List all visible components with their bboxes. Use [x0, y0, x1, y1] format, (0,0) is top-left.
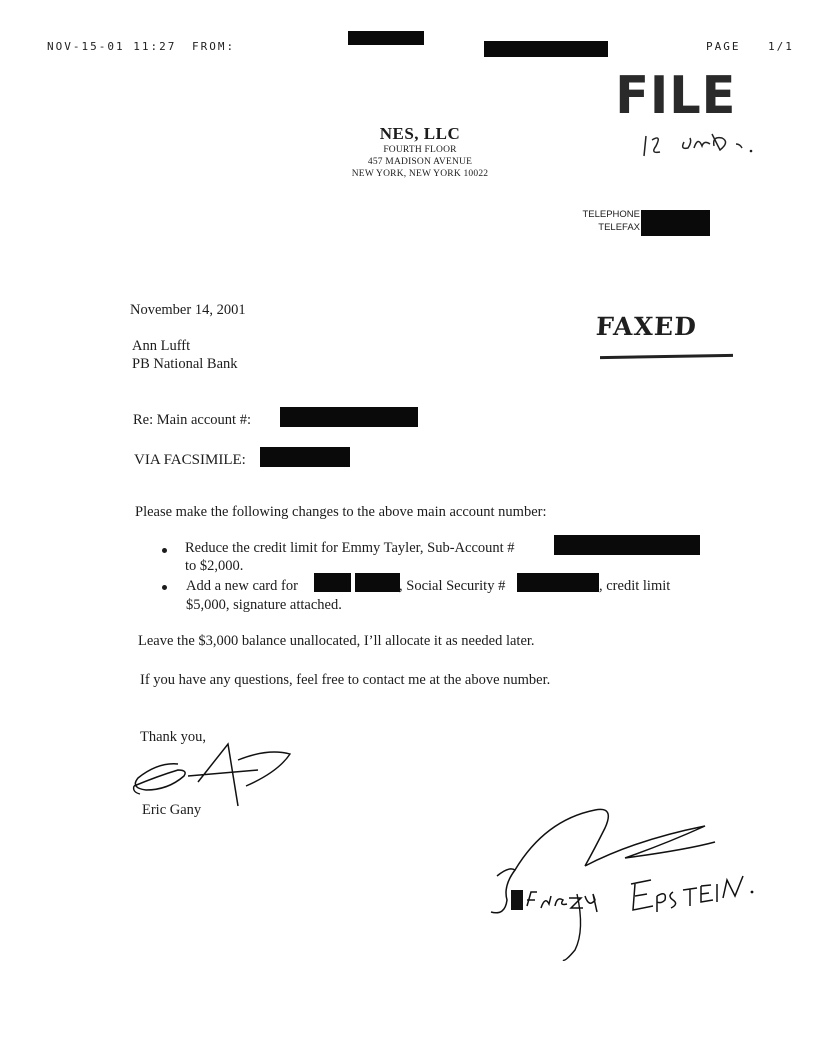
redaction-ssn — [517, 573, 599, 592]
redaction-fax-number — [484, 41, 608, 57]
redaction-phone-numbers — [641, 210, 710, 236]
faxed-stamp-underline — [600, 354, 733, 359]
questions-paragraph: If you have any questions, feel free to contact me at the above number. — [140, 672, 551, 688]
fax-page-label: PAGE — [706, 40, 741, 53]
re-line: Re: Main account #: — [133, 412, 251, 428]
faxed-stamp: FAXED — [595, 312, 698, 341]
fax-page-number: 1/1 — [768, 40, 794, 53]
recipient-name: Ann Lufft — [132, 338, 191, 354]
bullet2-continuation: $5,000, signature attached. — [186, 597, 342, 613]
contact-block — [560, 209, 640, 234]
signer-name: Eric Gany — [142, 802, 202, 818]
bullet-dot-1 — [162, 548, 167, 553]
intro-paragraph: Please make the following changes to the above main account number: — [135, 504, 547, 520]
redaction-sub-account — [554, 535, 700, 555]
fax-datetime: NOV-15-01 11:27 — [47, 40, 177, 53]
letterhead-city: NEW YORK, NEW YORK 10022 — [351, 169, 489, 179]
bullet1-continuation: to $2,000. — [185, 558, 244, 574]
letterhead-street: 457 MADISON AVENUE — [367, 157, 473, 167]
letterhead-floor: FOURTH FLOOR — [383, 145, 457, 155]
redaction-main-account — [280, 407, 418, 427]
letter-date: November 14, 2001 — [130, 302, 246, 318]
via-facsimile-line: VIA FACSIMILE: — [134, 452, 246, 468]
redaction-cardholder-first-name — [314, 573, 351, 592]
redaction-facsimile-number — [260, 447, 350, 467]
fax-from-label: FROM: — [192, 40, 236, 53]
bullet2-text-ssn: , Social Security # — [399, 578, 506, 594]
bullet2-text-start: Add a new card for — [186, 578, 298, 594]
bullet-dot-2 — [162, 585, 167, 590]
telefax-label: TELEFAX — [598, 221, 640, 233]
file-stamp-handwritten-note — [640, 122, 760, 162]
file-stamp: FILE — [615, 66, 737, 126]
recipient-org: PB National Bank — [132, 356, 238, 372]
closing: Thank you, — [140, 729, 207, 745]
telephone-label: TELEPHONE — [582, 209, 640, 220]
balance-paragraph: Leave the $3,000 balance unallocated, I’ll allocate it as needed later. — [138, 633, 535, 649]
redaction-fax-sender — [348, 31, 424, 45]
epstein-signature — [485, 800, 765, 965]
redaction-cardholder-last-name — [355, 573, 400, 592]
bullet2-text-limit: , credit limit — [599, 578, 671, 594]
letterhead — [300, 124, 540, 180]
bullet1-text: Reduce the credit limit for Emmy Tayler, Sub-Account # — [185, 540, 515, 556]
company-name: NES, LLC — [379, 124, 461, 143]
